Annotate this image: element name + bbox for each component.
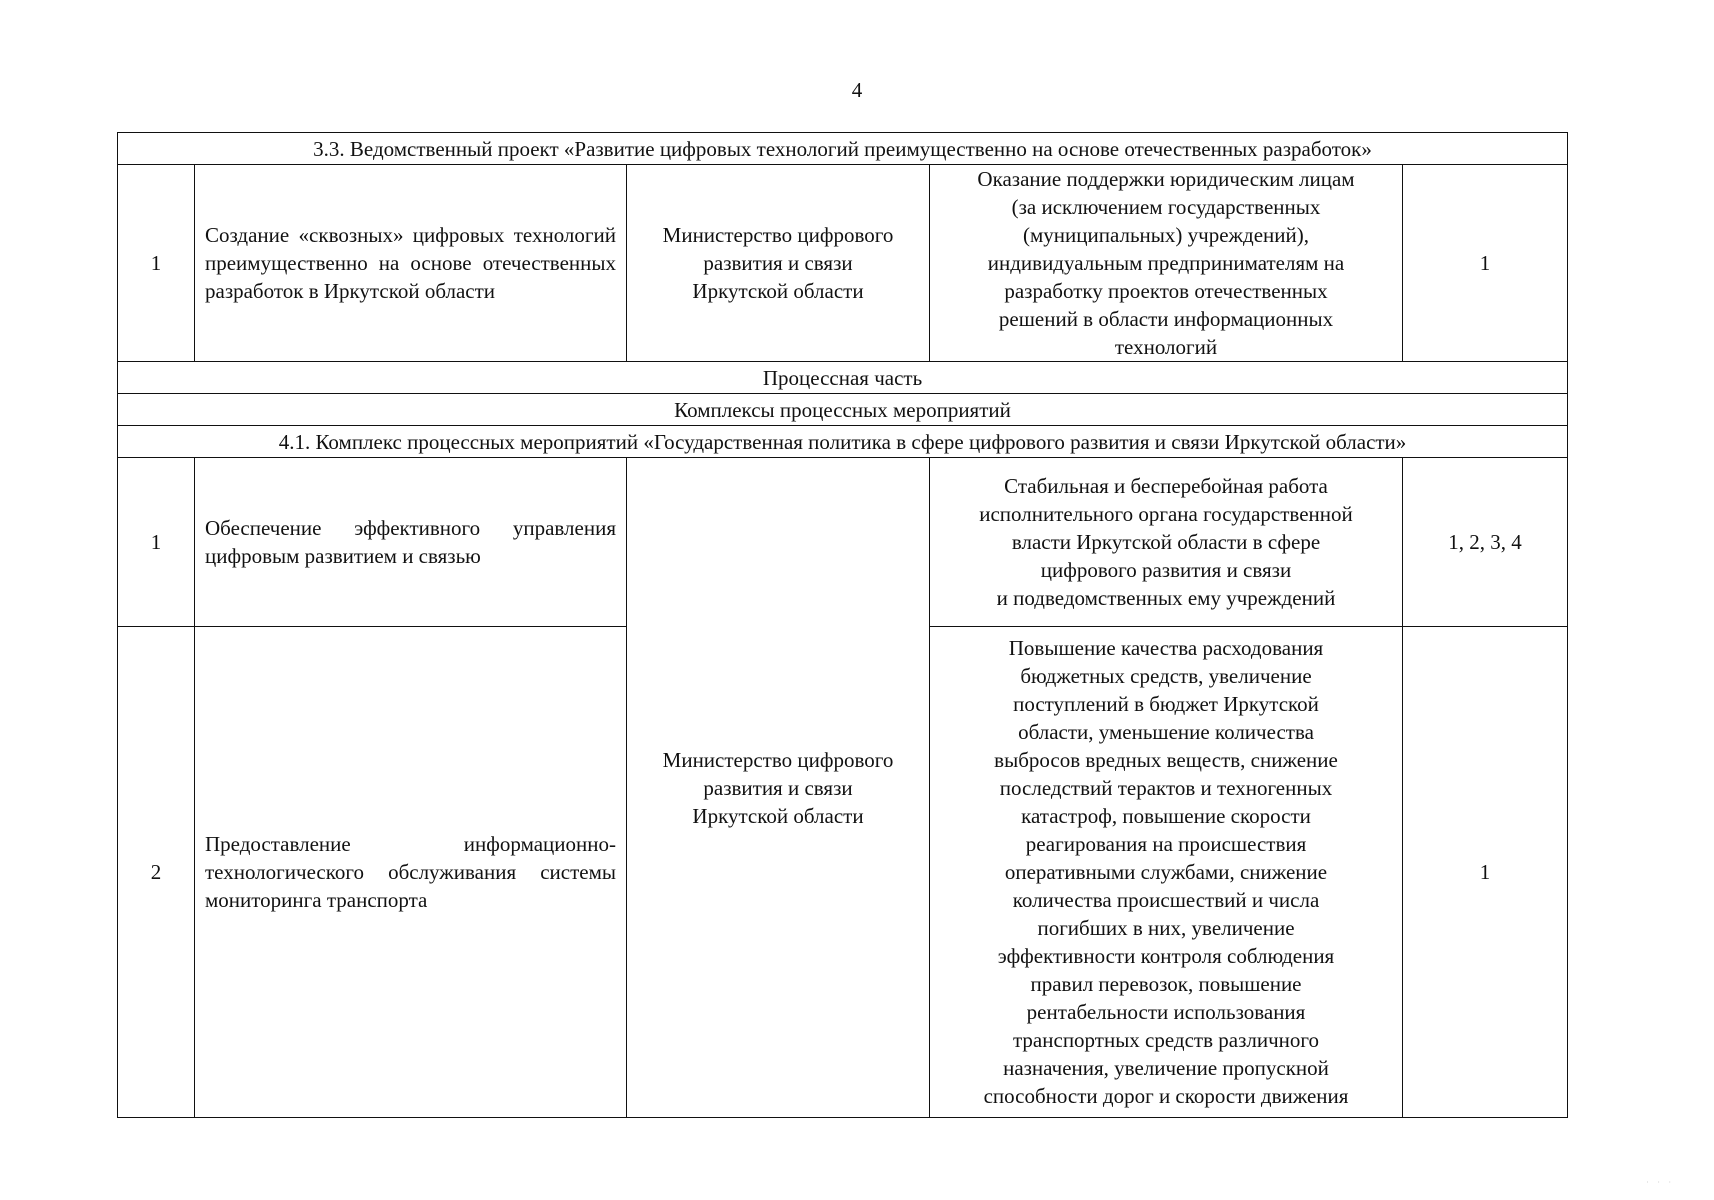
result-line: правил перевозок, повышение — [1030, 972, 1302, 996]
result-line: Оказание поддержки юридическим лицам — [977, 167, 1355, 191]
responsible-ministry — [627, 165, 930, 362]
section-4-1-header-row — [118, 426, 1568, 458]
result-line: индивидуальным предпринимателям на — [987, 251, 1345, 275]
result-line: поступлений в бюджет Иркутской — [1013, 692, 1319, 716]
result-line: (муниципальных) учреждений), — [1023, 223, 1309, 247]
result-line: последствий терактов и техногенных — [999, 776, 1333, 800]
row-number: 2 — [118, 627, 195, 1118]
program-table — [117, 132, 1568, 1118]
task-name: Предоставление информационно-технологического обслуживания системы мониторинга транспорта — [195, 627, 627, 1118]
row-number: 1 — [118, 458, 195, 627]
process-part-title: Процессная часть — [118, 362, 1568, 394]
page-number: 4 — [851, 78, 863, 102]
result-line: (за исключением государственных — [1011, 195, 1321, 219]
indicator-link: 1 — [1403, 627, 1568, 1118]
result-line: катастроф, повышение скорости — [1021, 804, 1311, 828]
result-line: количества происшествий и числа — [1012, 888, 1320, 912]
ministry-line: Министерство цифрового — [662, 223, 894, 247]
result-line: оперативными службами, снижение — [1004, 860, 1328, 884]
expected-result — [930, 627, 1403, 1118]
result-line: эффективности контроля соблюдения — [997, 944, 1335, 968]
ministry-line: Иркутской области — [692, 279, 864, 303]
scan-dots-decoration: · · · — [1646, 1178, 1674, 1187]
result-line: реагирования на происшествия — [1025, 832, 1307, 856]
task-name: Создание «сквозных» цифровых технологий преимущественно на основе отечественных разработок в Иркутской области — [195, 165, 627, 362]
process-complexes-title: Комплексы процессных мероприятий — [118, 394, 1568, 426]
result-line: бюджетных средств, увеличение — [1020, 664, 1312, 688]
responsible-ministry — [627, 458, 930, 1118]
result-line: технологий — [1114, 335, 1218, 359]
task-name: Обеспечение эффективного управления цифровым развитием и связью — [195, 458, 627, 627]
result-line: транспортных средств различного — [1013, 1028, 1319, 1052]
ministry-line: развития и связи — [703, 775, 853, 800]
result-line: исполнительного органа государственной — [979, 502, 1353, 526]
process-part-row — [118, 362, 1568, 394]
table-row — [118, 458, 1568, 627]
result-line: погибших в них, увеличение — [1037, 916, 1295, 940]
section-4-1-title: 4.1. Комплекс процессных мероприятий «Государственная политика в сфере цифрового развития и связи Иркутской области» — [118, 426, 1568, 458]
result-line: Стабильная и бесперебойная работа — [1004, 474, 1328, 498]
result-line: цифрового развития и связи — [1040, 558, 1292, 582]
result-line: Повышение качества расходования — [1008, 636, 1324, 660]
result-line: разработку проектов отечественных — [1004, 279, 1328, 303]
result-line: области, уменьшение количества — [1018, 720, 1314, 744]
result-line: власти Иркутской области в сфере — [1011, 530, 1321, 554]
result-line: выбросов вредных веществ, снижение — [994, 748, 1338, 772]
result-line: и подведомственных ему учреждений — [996, 586, 1336, 610]
result-line: назначения, увеличение пропускной — [1003, 1056, 1329, 1080]
result-line: способности дорог и скорости движения — [983, 1084, 1349, 1108]
ministry-line: развития и связи — [703, 251, 853, 275]
result-line: решений в области информационных — [998, 307, 1334, 331]
section-3-3-title: 3.3. Ведомственный проект «Развитие цифровых технологий преимущественно на основе отечественных разработок» — [118, 133, 1568, 165]
expected-result — [930, 458, 1403, 627]
row-number: 1 — [118, 165, 195, 362]
process-complexes-row — [118, 394, 1568, 426]
expected-result — [930, 165, 1403, 362]
result-line: рентабельности использования — [1026, 1000, 1306, 1024]
indicator-link: 1 — [1403, 165, 1568, 362]
ministry-line: Иркутской области — [692, 803, 864, 828]
section-3-3-header-row — [118, 133, 1568, 165]
table-row — [118, 165, 1568, 362]
ministry-line: Министерство цифрового — [662, 747, 894, 772]
indicator-link: 1, 2, 3, 4 — [1403, 458, 1568, 627]
